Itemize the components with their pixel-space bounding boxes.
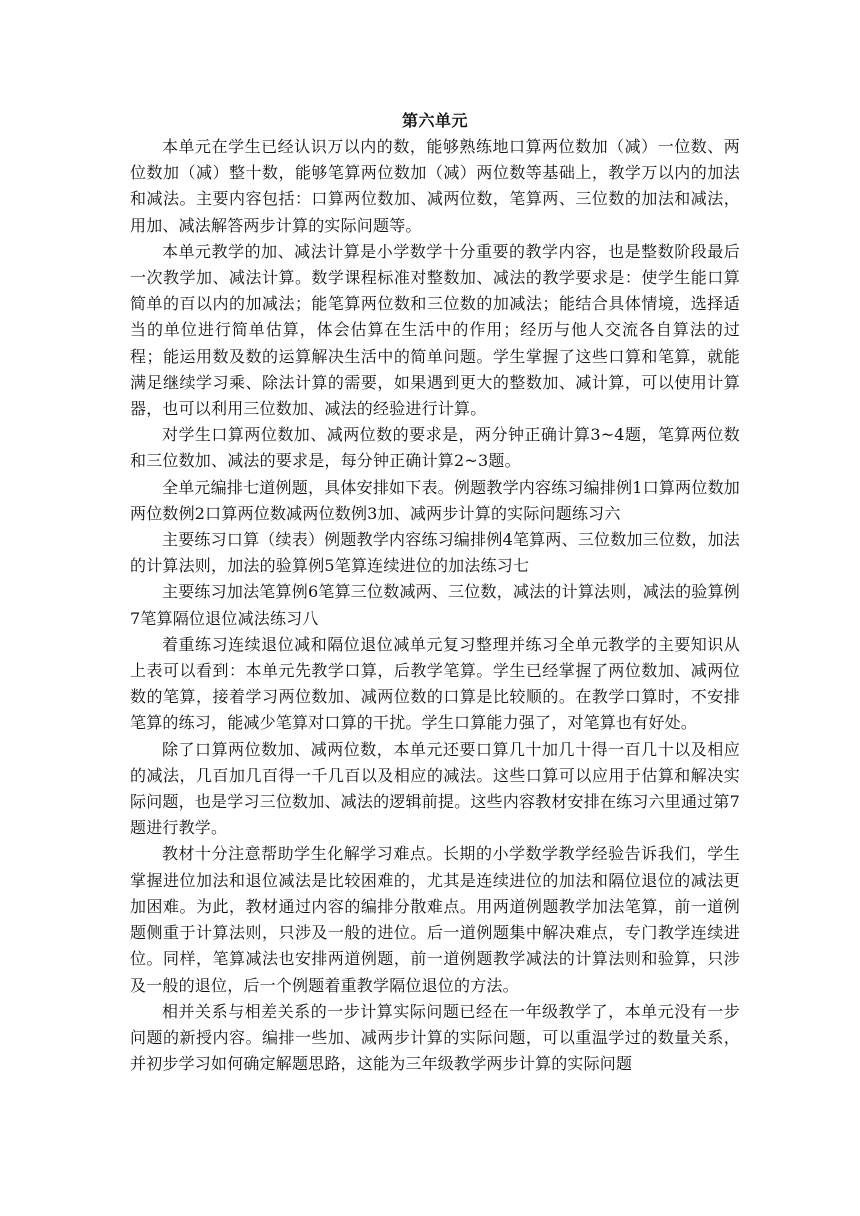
paragraph-7: 着重练习连续退位减和隔位退位减单元复习整理并练习全单元教学的主要知识从上表可以看到：本单元先教学口算，后教学笔算。学生已经掌握了两位数加、减两位数的笔算，接着学习两位数加、减两位数的口算是比较顺的。在教学口算时，不安排笔算的练习，能减少笔算对口算的干扰。学生口算能力强了，对笔算也有好处。 <box>130 634 740 733</box>
document-page <box>130 108 740 1077</box>
paragraph-2: 本单元教学的加、减法计算是小学数学十分重要的教学内容，也是整数阶段最后一次教学加、减法计算。数学课程标准对整数加、减法的教学要求是：使学生能口算简单的百以内的加减法；能笔算两位数和三位数的加减法；能结合具体情境，选择适当的单位进行简单估算，体会估算在生活中的作用；经历与他人交流各自算法的过程；能运用数及数的运算解决生活中的简单问题。学生掌握了这些口算和笔算，就能满足继续学习乘、除法计算的需要，如果遇到更大的整数加、减计算，可以使用计算器，也可以利用三位数加、减法的经验进行计算。 <box>130 241 740 419</box>
paragraph-3: 对学生口算两位数加、减两位数的要求是，两分钟正确计算3~4题，笔算两位数和三位数加、减法的要求是，每分钟正确计算2~3题。 <box>130 425 740 471</box>
paragraph-6: 主要练习加法笔算例6笔算三位数减两、三位数，减法的计算法则，减法的验算例7笔算隔位退位减法练习八 <box>130 582 740 628</box>
document-title: 第六单元 <box>401 111 468 130</box>
paragraph-8: 除了口算两位数加、减两位数，本单元还要口算几十加几十得一百几十以及相应的减法，几百加几百得一千几百以及相应的减法。这些口算可以应用于估算和解决实际问题，也是学习三位数加、减法的逻辑前提。这些内容教材安排在练习六里通过第7题进行教学。 <box>130 739 740 838</box>
paragraph-9: 教材十分注意帮助学生化解学习难点。长期的小学数学教学经验告诉我们，学生掌握进位加法和退位减法是比较困难的，尤其是连续进位的加法和隔位退位的减法更加困难。为此，教材通过内容的编排分散难点。用两道例题教学加法笔算，前一道例题侧重于计算法则，只涉及一般的进位。后一道例题集中解决难点，专门教学连续进位。同样，笔算减法也安排两道例题，前一道例题教学减法的计算法则和验算，只涉及一般的退位，后一个例题着重教学隔位退位的方法。 <box>130 844 740 995</box>
paragraph-10: 相并关系与相差关系的一步计算实际问题已经在一年级教学了，本单元没有一步问题的新授内容。编排一些加、减两步计算的实际问题，可以重温学过的数量关系，并初步学习如何确定解题思路，这能为三年级教学两步计算的实际问题 <box>130 1001 740 1074</box>
paragraph-5: 主要练习口算（续表）例题教学内容练习编排例4笔算两、三位数加三位数，加法的计算法则，加法的验算例5笔算连续进位的加法练习七 <box>130 530 740 576</box>
paragraph-1: 本单元在学生已经认识万以内的数，能够熟练地口算两位数加（减）一位数、两位数加（减）整十数，能够笔算两位数加（减）两位数等基础上，教学万以内的加法和减法。主要内容包括：口算两位数加、减两位数，笔算两、三位数的加法和减法，用加、减法解答两步计算的实际问题等。 <box>130 137 740 235</box>
paragraph-4: 全单元编排七道例题，具体安排如下表。例题教学内容练习编排例1口算两位数加两位数例2口算两位数减两位数例3加、减两步计算的实际问题练习六 <box>130 477 740 523</box>
